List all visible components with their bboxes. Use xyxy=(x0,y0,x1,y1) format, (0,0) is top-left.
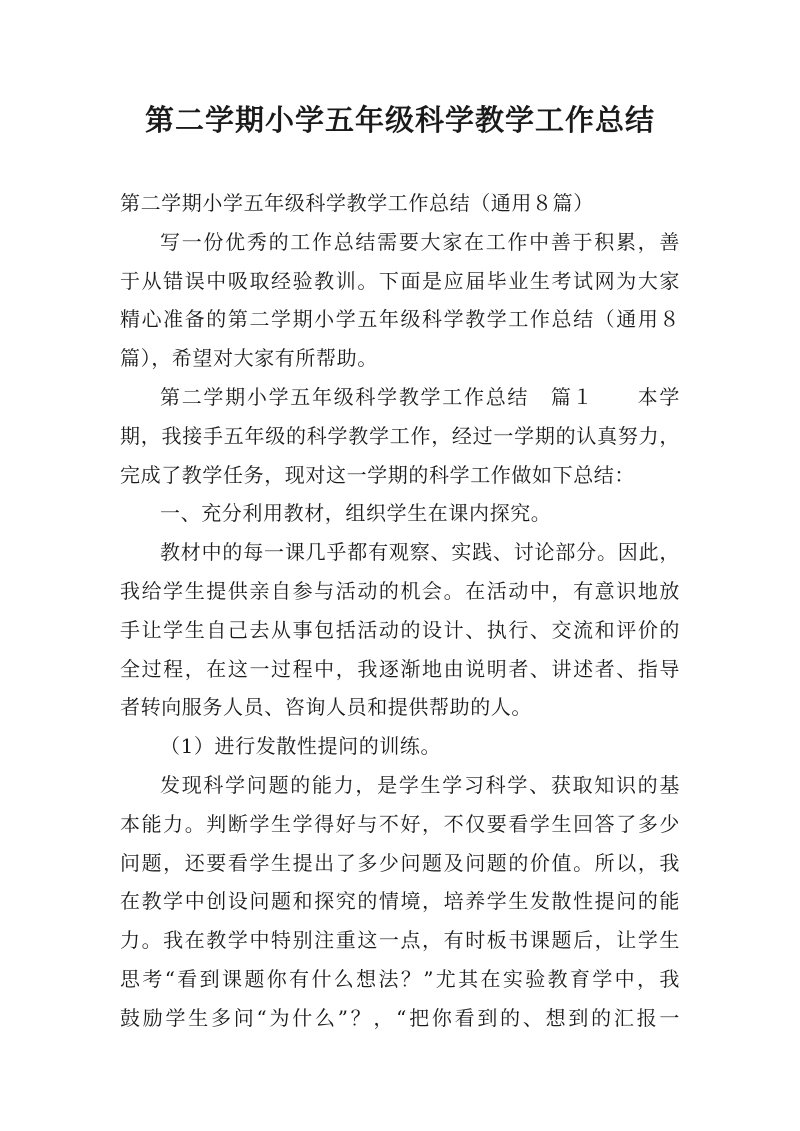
body-line: 者转向服务人员、咨询人员和提供帮助的人。 xyxy=(120,695,532,719)
body-line: 第二学期小学五年级科学教学工作总结（通用８篇） xyxy=(120,191,594,215)
body-line: 第二学期小学五年级科学教学工作总结 篇１ 本学 xyxy=(160,385,680,409)
body-line: 发现科学问题的能力，是学生学习科学、获取知识的基 xyxy=(160,773,680,797)
body-line: 篇），希望对大家有所帮助。 xyxy=(120,346,378,370)
body-line: 思考“看到课题你有什么想法？”尤其在实验教育学中，我 xyxy=(120,967,680,991)
body-line: 全过程，在这一过程中，我逐渐地由说明者、讲述者、指导 xyxy=(120,657,680,681)
body-line: 写一份优秀的工作总结需要大家在工作中善于积累，善 xyxy=(160,230,680,254)
body-line: 鼓励学生多问“为什么”？，“把你看到的、想到的汇报一 xyxy=(120,1006,680,1030)
body-line: 精心准备的第二学期小学五年级科学教学工作总结（通用８ xyxy=(120,307,680,331)
body-line: 一、充分利用教材，组织学生在课内探究。 xyxy=(160,501,552,525)
body-line: 期，我接手五年级的科学教学工作，经过一学期的认真努力， xyxy=(120,424,680,448)
body-line: 于从错误中吸取经验教训。下面是应届毕业生考试网为大家 xyxy=(120,269,680,293)
body-line: 完成了教学任务，现对这一学期的科学工作做如下总结： xyxy=(120,463,635,487)
body-line: 手让学生自己去从事包括活动的设计、执行、交流和评价的 xyxy=(120,618,680,642)
body-line: （1）进行发散性提问的训练。 xyxy=(160,734,442,758)
body-line: 我给学生提供亲自参与活动的机会。在活动中，有意识地放 xyxy=(120,579,680,603)
document-title: 第二学期小学五年级科学教学工作总结 xyxy=(144,103,655,137)
body-line: 教材中的每一课几乎都有观察、实践、讨论部分。因此， xyxy=(160,540,680,564)
body-line: 在教学中创设问题和探究的情境，培养学生发散性提问的能 xyxy=(120,889,680,913)
body-line: 力。我在教学中特别注重这一点，有时板书课题后，让学生 xyxy=(120,928,680,952)
body-line: 本能力。判断学生学得好与不好，不仅要看学生回答了多少 xyxy=(120,812,680,836)
body-line: 问题，还要看学生提出了多少问题及问题的价值。所以，我 xyxy=(120,851,680,875)
